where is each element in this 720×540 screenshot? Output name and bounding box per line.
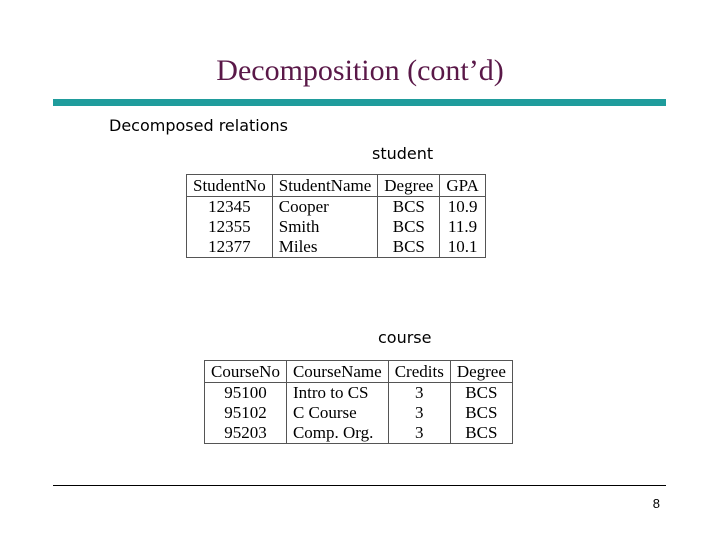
table-cell: 12377 xyxy=(208,237,251,256)
column-header: CourseNo xyxy=(205,361,287,383)
slide-title: Decomposition (cont’d) xyxy=(216,54,504,87)
table-cell: Miles xyxy=(272,237,378,258)
table-row xyxy=(187,197,486,218)
table-cell: Smith xyxy=(272,217,378,237)
table-cell: 10.9 xyxy=(440,197,485,218)
page-number: 8 xyxy=(652,496,660,511)
column-header: CourseName xyxy=(286,361,388,383)
table-cell: 3 xyxy=(388,403,450,423)
column-header: StudentNo xyxy=(187,175,273,197)
table-row xyxy=(205,403,513,423)
table-cell: BCS xyxy=(450,403,512,423)
table-cell: BCS xyxy=(378,237,440,258)
table-cell: BCS xyxy=(450,423,512,444)
footer-divider xyxy=(53,485,666,486)
table-row xyxy=(205,423,513,444)
title-divider xyxy=(53,99,666,106)
table-cell: BCS xyxy=(450,383,512,404)
table-cell: 3 xyxy=(388,383,450,404)
table-cell: 95203 xyxy=(224,423,267,442)
course-table xyxy=(204,360,513,444)
student-table-caption: student xyxy=(372,144,434,163)
column-header: Credits xyxy=(388,361,450,383)
slide-subtitle: Decomposed relations xyxy=(109,116,289,135)
table-row xyxy=(187,237,486,258)
table-row xyxy=(187,217,486,237)
table-cell: Intro to CS xyxy=(286,383,388,404)
table-cell: 95100 xyxy=(224,383,267,402)
table-cell: 95102 xyxy=(224,403,267,422)
student-table xyxy=(186,174,486,258)
table-row xyxy=(205,383,513,404)
column-header: Degree xyxy=(378,175,440,197)
table-cell: 3 xyxy=(388,423,450,444)
table-cell: 12345 xyxy=(208,197,251,216)
table-cell: BCS xyxy=(378,217,440,237)
column-header: StudentName xyxy=(272,175,378,197)
table-header-row xyxy=(187,175,486,197)
table-header-row xyxy=(205,361,513,383)
table-cell: Comp. Org. xyxy=(286,423,388,444)
table-cell: C Course xyxy=(286,403,388,423)
course-table-caption: course xyxy=(378,328,432,347)
table-cell: BCS xyxy=(378,197,440,218)
column-header: Degree xyxy=(450,361,512,383)
column-header: GPA xyxy=(440,175,485,197)
table-cell: 10.1 xyxy=(440,237,485,258)
table-cell: Cooper xyxy=(272,197,378,218)
table-cell: 11.9 xyxy=(440,217,485,237)
table-cell: 12355 xyxy=(208,217,251,236)
